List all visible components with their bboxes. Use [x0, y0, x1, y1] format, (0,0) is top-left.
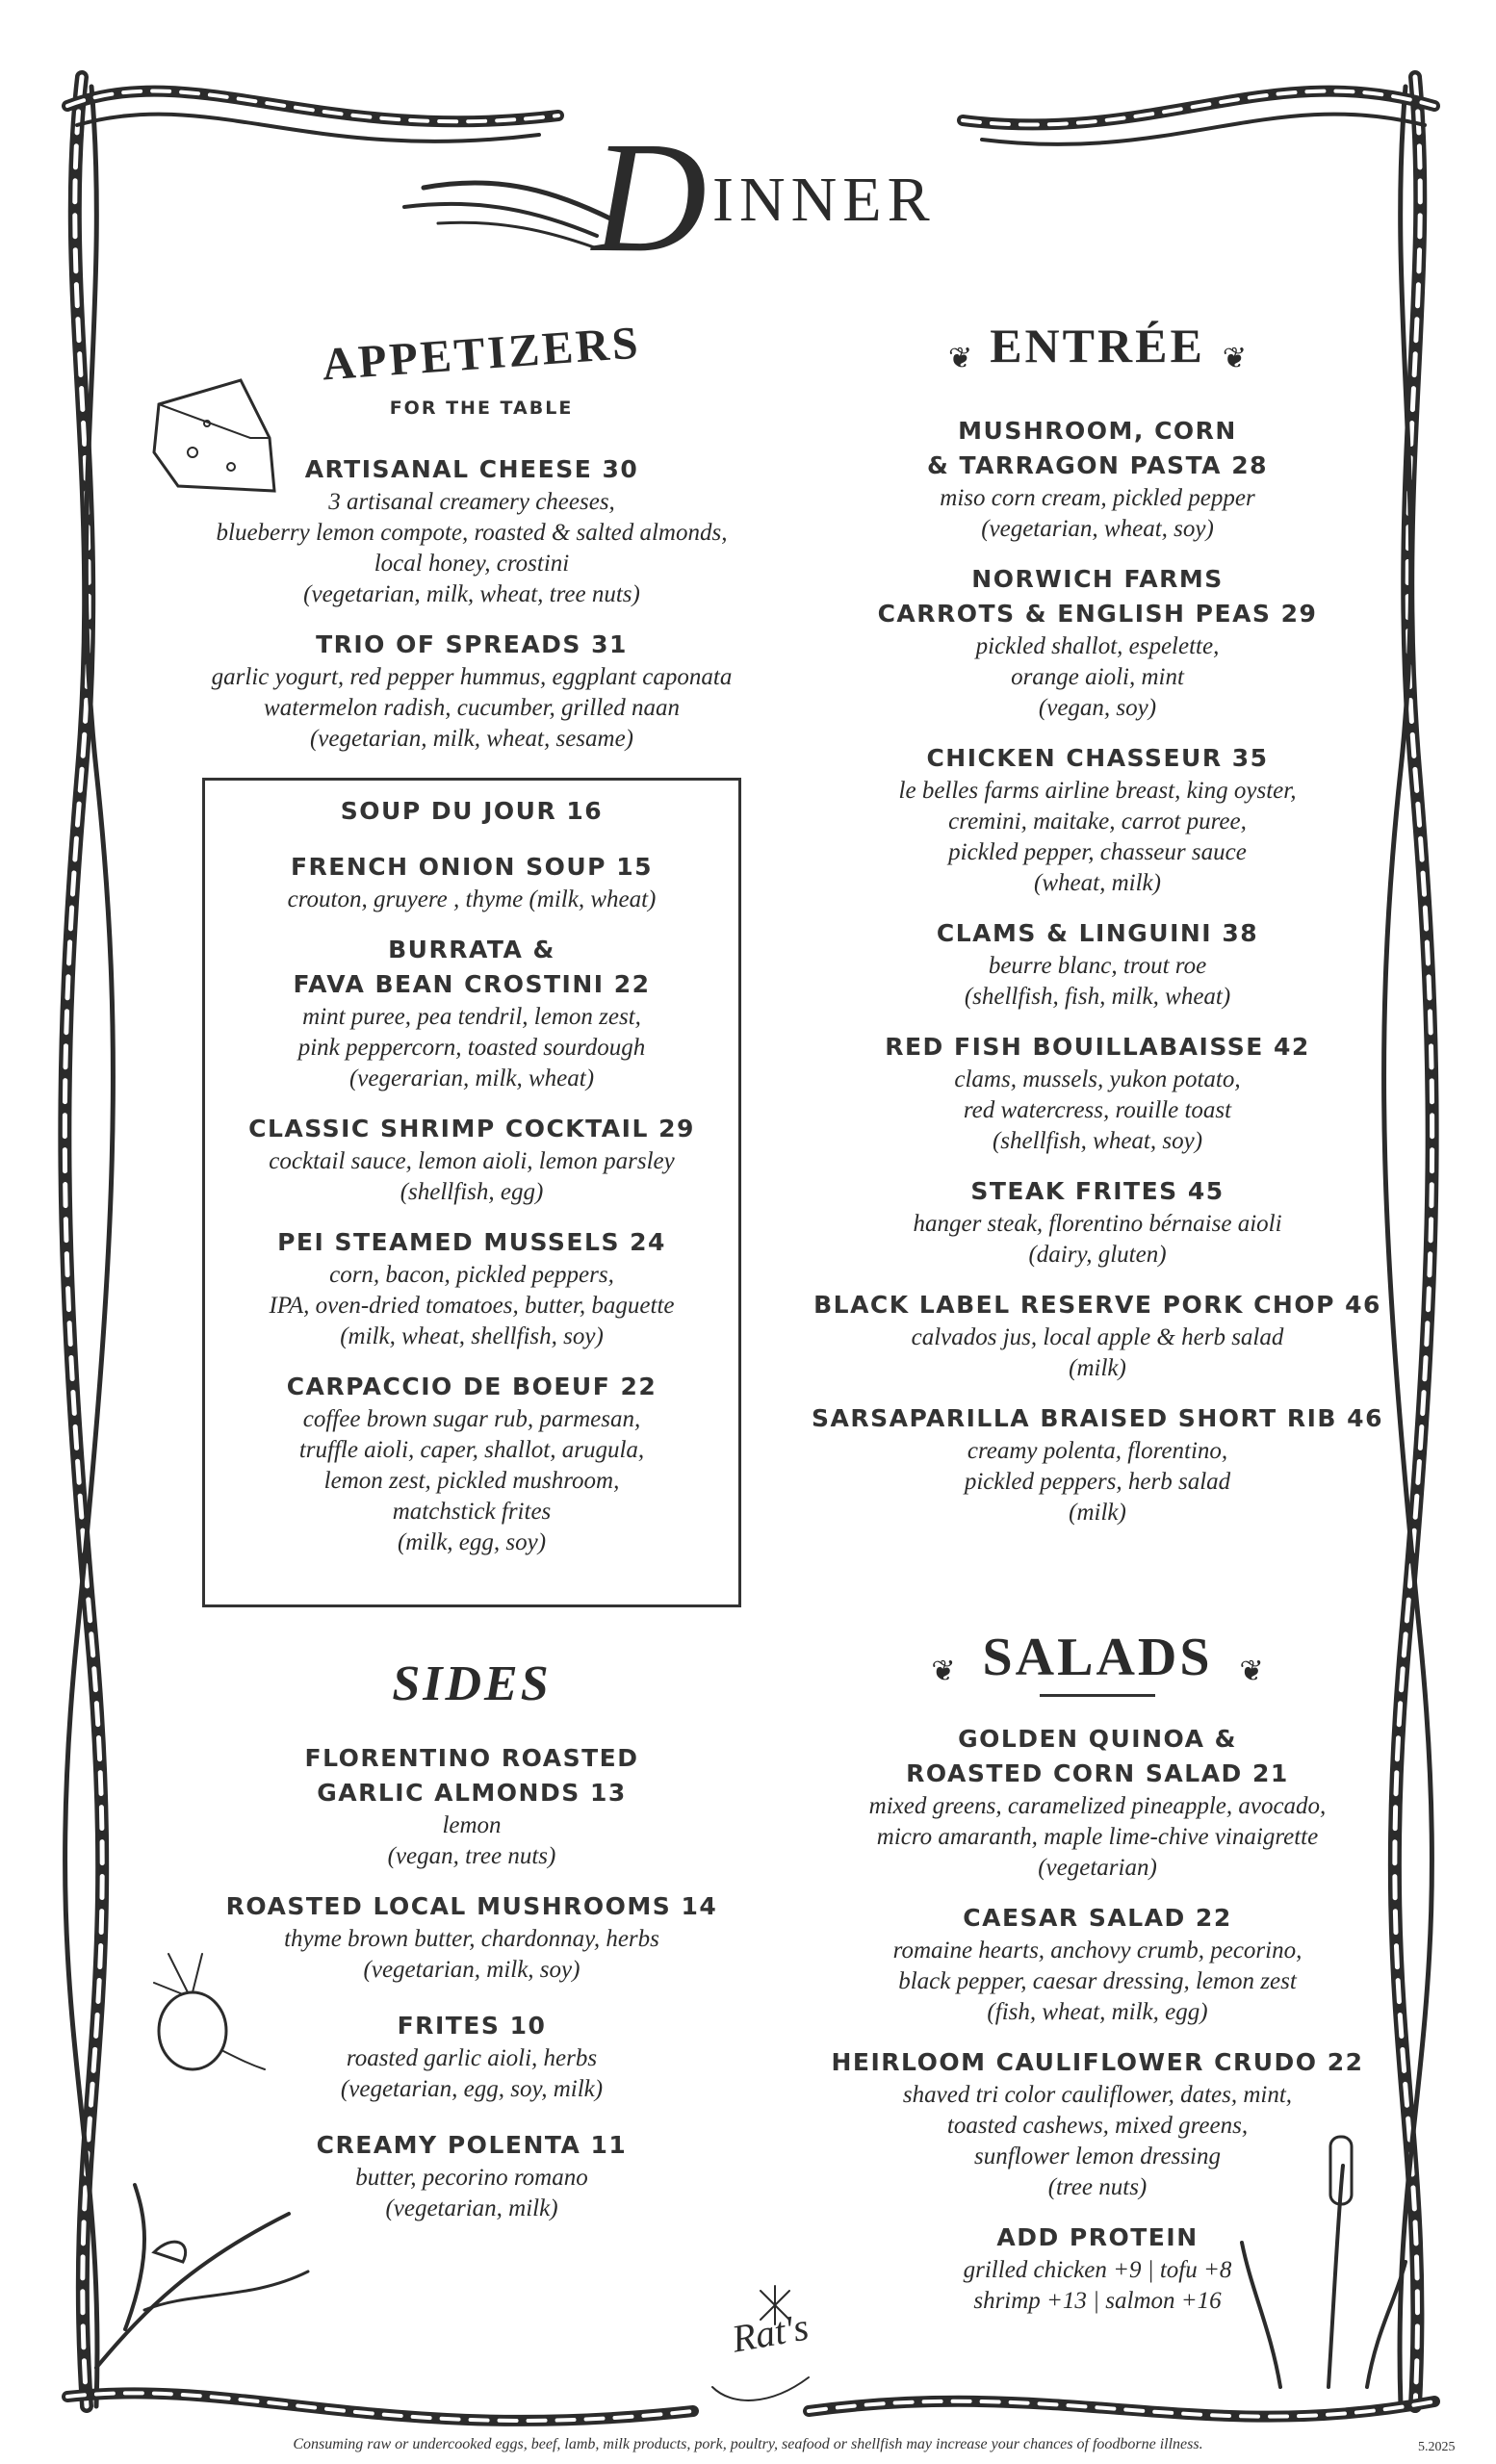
item-desc: (milk): [1069, 1354, 1126, 1381]
item-name: HEIRLOOM CAULIFLOWER CRUDO 22: [831, 2048, 1364, 2076]
item-desc: orange aioli, mint: [1011, 663, 1184, 690]
item-desc: (shellfish, egg): [400, 1179, 544, 1205]
item-desc: (wheat, milk): [1034, 869, 1161, 896]
item-desc: lemon zest, pickled mushroom,: [323, 1468, 620, 1494]
item-desc: creamy polenta, florentino,: [967, 1437, 1228, 1464]
menu-item: [809, 2045, 1386, 2203]
item-desc: (vegetarian, wheat, soy): [981, 515, 1214, 542]
menu-date: 5.2025: [1418, 2440, 1456, 2454]
menu-item: [202, 933, 741, 1094]
menu-item: [809, 741, 1386, 899]
item-desc: (shellfish, wheat, soy): [992, 1127, 1203, 1154]
item-desc: (fish, wheat, milk, egg): [987, 1999, 1208, 2025]
item-desc: matchstick frites: [392, 1499, 552, 1525]
item-desc: (dairy, gluten): [1028, 1241, 1167, 1268]
menu-item: [202, 1741, 741, 1872]
item-name: ROASTED LOCAL MUSHROOMS 14: [225, 1892, 718, 1920]
item-name: & TARRAGON PASTA 28: [926, 450, 1269, 479]
menu-item: [809, 1401, 1386, 1528]
item-desc: (vegerarian, milk, wheat): [348, 1065, 595, 1091]
appetizers-header: [289, 317, 674, 419]
item-name: ARTISANAL CHEESE 30: [304, 455, 639, 483]
item-desc: cocktail sauce, lemon aioli, lemon parsley: [269, 1148, 675, 1174]
item-desc: (vegetarian, milk): [385, 2195, 558, 2221]
item-desc: watermelon radish, cucumber, grilled naan: [264, 695, 680, 721]
item-name: ADD PROTEIN: [996, 2223, 1199, 2251]
item-desc: (vegetarian, milk, wheat, tree nuts): [303, 581, 640, 607]
item-desc: (milk, wheat, shellfish, soy): [340, 1323, 604, 1349]
item-desc: clams, mussels, yukon potato,: [954, 1065, 1241, 1092]
item-name: TRIO OF SPREADS 31: [316, 630, 628, 658]
item-name: CAESAR SALAD 22: [963, 1904, 1232, 1932]
item-desc: cremini, maitake, carrot puree,: [948, 808, 1247, 834]
menu-item: [809, 562, 1386, 724]
item-desc: sunflower lemon dressing: [973, 2143, 1222, 2169]
menu-item: [154, 452, 789, 610]
item-name: ROASTED CORN SALAD 21: [906, 1759, 1289, 1787]
menu-title: [404, 109, 1078, 285]
sides-section: [202, 1656, 741, 2242]
item-desc: grilled chicken +9 | tofu +8: [963, 2257, 1232, 2283]
item-desc: shaved tri color cauliflower, dates, mint,: [902, 2082, 1293, 2108]
item-desc: thyme brown butter, chardonnay, herbs: [284, 1926, 659, 1952]
item-desc: (shellfish, fish, milk, wheat): [964, 983, 1231, 1010]
menu-item: [809, 2220, 1386, 2317]
item-name: BLACK LABEL RESERVE PORK CHOP 46: [813, 1290, 1381, 1319]
item-name: CHICKEN CHASSEUR 35: [926, 743, 1269, 772]
menu-item: [202, 1225, 741, 1352]
menu-item: [809, 1288, 1386, 1384]
menu-item: [154, 628, 789, 755]
item-name: SOUP DU JOUR 16: [340, 797, 604, 825]
menu-item: [202, 794, 741, 829]
leaf-ornament-icon: ❦: [1239, 1654, 1264, 1688]
item-desc: beurre blanc, trout roe: [988, 952, 1207, 979]
item-name: FRENCH ONION SOUP 15: [290, 853, 654, 881]
menu-item: [809, 1030, 1386, 1157]
item-name: GARLIC ALMONDS 13: [317, 1779, 627, 1807]
menu-item: [202, 850, 741, 915]
item-desc: butter, pecorino romano: [355, 2165, 588, 2191]
item-name: CLASSIC SHRIMP COCKTAIL 29: [248, 1115, 695, 1142]
item-desc: corn, bacon, pickled peppers,: [329, 1262, 614, 1288]
leaf-ornament-icon: ❦: [931, 1654, 956, 1688]
menu-item: [202, 1889, 741, 1986]
item-desc: (vegan, tree nuts): [387, 1843, 556, 1869]
entree-header: [809, 318, 1386, 375]
item-desc: (vegetarian): [1038, 1855, 1157, 1881]
item-desc: (vegan, soy): [1038, 694, 1157, 721]
item-desc: roasted garlic aioli, herbs: [346, 2045, 598, 2071]
item-name: NORWICH FARMS: [971, 564, 1224, 593]
salads-divider: [1040, 1694, 1155, 1697]
item-desc: pink peppercorn, toasted sourdough: [297, 1035, 646, 1061]
menu-item: [202, 1370, 741, 1558]
item-name: FRITES 10: [397, 2012, 547, 2040]
item-desc: coffee brown sugar rub, parmesan,: [302, 1406, 641, 1432]
item-desc: le belles farms airline breast, king oyster,: [898, 777, 1297, 804]
restaurant-logo: Rat's: [728, 2304, 812, 2361]
menu-item: [809, 1722, 1386, 1884]
item-name: CLAMS & LINGUINI 38: [936, 918, 1259, 947]
item-desc: 3 artisanal creamery cheeses,: [328, 489, 615, 515]
item-desc: red watercress, rouille toast: [963, 1096, 1232, 1123]
item-desc: mixed greens, caramelized pineapple, avocado,: [868, 1793, 1327, 1819]
item-desc: toasted cashews, mixed greens,: [946, 2113, 1249, 2139]
menu-item: [202, 2128, 741, 2224]
item-desc: pickled peppers, herb salad: [964, 1468, 1231, 1495]
item-name: CARROTS & ENGLISH PEAS 29: [877, 599, 1318, 628]
item-desc: pickled pepper, chasseur sauce: [948, 838, 1247, 865]
item-name: CARPACCIO DE BOEUF 22: [286, 1373, 658, 1400]
item-desc: micro amaranth, maple lime-chive vinaigrette: [876, 1824, 1319, 1850]
item-desc: IPA, oven-dried tomatoes, butter, baguette: [269, 1293, 675, 1319]
item-name: PEI STEAMED MUSSELS 24: [277, 1228, 666, 1256]
appetizers-subtitle: FOR THE TABLE: [389, 398, 574, 419]
featured-items-list: [202, 794, 741, 1576]
item-desc: (vegetarian, milk, soy): [363, 1957, 580, 1983]
item-desc: hanger steak, florentino bérnaise aioli: [913, 1210, 1282, 1237]
menu-item: [809, 414, 1386, 545]
entree-section: [809, 318, 1386, 1546]
title-initial: D: [592, 109, 708, 285]
entree-title: ENTRÉE: [990, 319, 1205, 372]
item-desc: truffle aioli, caper, shallot, arugula,: [298, 1437, 645, 1463]
item-desc: (milk, egg, soy): [397, 1529, 547, 1555]
food-safety-disclaimer: Consuming raw or undercooked eggs, beef, lamb, milk products, pork, poultry, seafood or shellfish may increase your chances of foodborne illness.: [293, 2436, 1203, 2452]
salads-header: [809, 1627, 1386, 1688]
item-name: CREAMY POLENTA 11: [316, 2131, 628, 2159]
item-name: FLORENTINO ROASTED: [304, 1744, 639, 1772]
item-name: SARSAPARILLA BRAISED SHORT RIB 46: [812, 1403, 1383, 1432]
item-name: RED FISH BOUILLABAISSE 42: [885, 1032, 1310, 1061]
item-desc: local honey, crostini: [374, 551, 570, 577]
item-desc: lemon: [442, 1812, 502, 1838]
item-desc: black pepper, caesar dressing, lemon zest: [898, 1968, 1297, 1994]
item-desc: pickled shallot, espelette,: [975, 632, 1220, 659]
item-desc: garlic yogurt, red pepper hummus, eggplant caponata: [211, 664, 733, 690]
item-desc: calvados jus, local apple & herb salad: [911, 1323, 1284, 1350]
item-desc: mint puree, pea tendril, lemon zest,: [302, 1004, 641, 1030]
menu-item: [809, 1174, 1386, 1270]
item-desc: (vegetarian, milk, wheat, sesame): [309, 726, 634, 752]
item-desc: shrimp +13 | salmon +16: [973, 2288, 1222, 2314]
sides-title: SIDES: [392, 1656, 552, 1711]
item-desc: miso corn cream, pickled pepper: [940, 484, 1255, 511]
item-name: BURRATA &: [388, 936, 555, 963]
menu-item: [202, 2009, 741, 2105]
title-rest: INNER: [712, 165, 936, 235]
item-name: GOLDEN QUINOA &: [958, 1725, 1237, 1753]
item-desc: crouton, gruyere , thyme (milk, wheat): [287, 886, 657, 912]
appetizers-list: [154, 452, 789, 772]
leaf-ornament-icon: ❦: [948, 341, 973, 375]
salads-section: [809, 1627, 1386, 2334]
menu-item: [809, 1901, 1386, 2028]
item-desc: (vegetarian, egg, soy, milk): [340, 2076, 604, 2102]
item-desc: (tree nuts): [1047, 2174, 1148, 2200]
item-name: FAVA BEAN CROSTINI 22: [293, 970, 651, 998]
menu-item: [202, 1112, 741, 1208]
leaf-ornament-icon: ❦: [1222, 341, 1247, 375]
item-desc: blueberry lemon compote, roasted & salted almonds,: [216, 520, 728, 546]
menu-item: [809, 916, 1386, 1013]
item-name: STEAK FRITES 45: [970, 1176, 1225, 1205]
item-name: MUSHROOM, CORN: [958, 416, 1237, 445]
salads-title: SALADS: [982, 1628, 1213, 1687]
item-desc: romaine hearts, anchovy crumb, pecorino,: [892, 1938, 1303, 1964]
item-desc: (milk): [1069, 1499, 1126, 1526]
appetizers-title: APPETIZERS: [320, 317, 643, 391]
